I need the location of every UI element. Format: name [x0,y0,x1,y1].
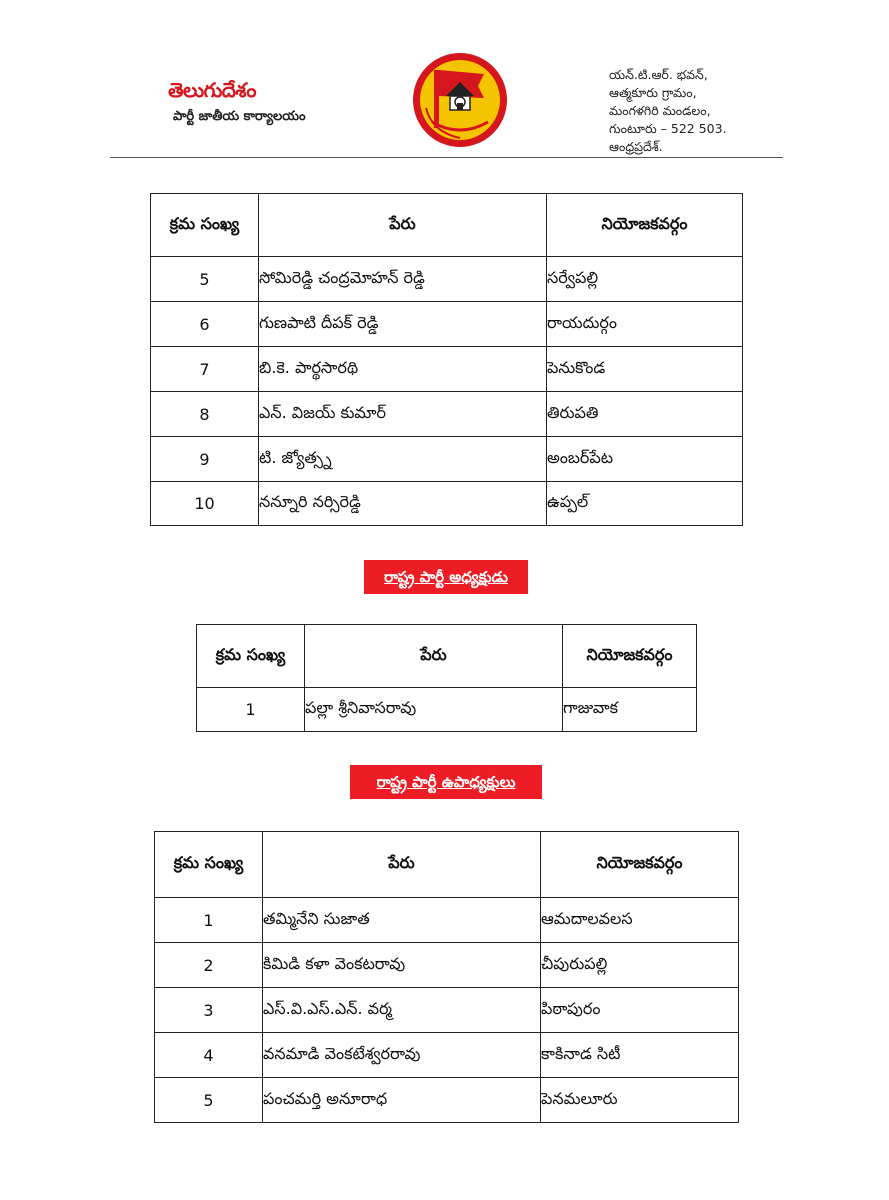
table-row [197,688,697,732]
cell-serial: 7 [151,347,259,392]
table-row [151,257,743,302]
cell-serial: 3 [155,988,263,1033]
table-row [151,392,743,437]
table-row [151,302,743,347]
table-row [155,1078,739,1123]
cell-constituency: గాజువాక [563,688,697,732]
cell-name: పంచమర్తి అనూరాధ [263,1078,541,1123]
table-row [155,943,739,988]
address-line: మంగళగిరి మండలం, [609,103,711,118]
header-serial: క్రమ సంఖ్య [197,625,305,688]
brand-title: తెలుగుదేశం [168,78,256,102]
header-name: పేరు [305,625,563,688]
cell-constituency: రాయదుర్గం [547,302,743,347]
cell-constituency: చీపురుపల్లి [541,943,739,988]
header-constituency: నియోజకవర్గం [563,625,697,688]
cell-name: పల్లా శ్రీనివాసరావు [305,688,563,732]
table-header-row [151,194,743,257]
banner-text: రాష్ట్ర పార్టీ ఉపాధ్యక్షులు [376,773,516,791]
cell-name: వనమాడి వెంకటేశ్వరరావు [263,1033,541,1078]
office-address [609,66,727,156]
header-divider [110,157,783,158]
cell-name: ఎన్. విజయ్ కుమార్ [259,392,547,437]
header-constituency: నియోజకవర్గం [547,194,743,257]
letterhead [0,0,889,160]
header-constituency: నియోజకవర్గం [541,832,739,898]
table-row [155,898,739,943]
members-table-1 [150,193,743,526]
cell-name: నన్నూరి నర్సిరెడ్డి [259,482,547,526]
cell-constituency: పిఠాపురం [541,988,739,1033]
cell-constituency: పెనుకొండ [547,347,743,392]
cell-serial: 9 [151,437,259,482]
cell-serial: 1 [197,688,305,732]
table-row [155,988,739,1033]
table-header-row [197,625,697,688]
header-name: పేరు [263,832,541,898]
members-table-2 [196,624,697,732]
table-row [155,1033,739,1078]
cell-serial: 2 [155,943,263,988]
banner-text: రాష్ట్ర పార్టీ అధ్యక్షుడు [384,568,508,586]
cell-serial: 10 [151,482,259,526]
brand-subtitle: పార్టీ జాతీయ కార్యాలయం [173,109,306,124]
cell-serial: 4 [155,1033,263,1078]
cell-constituency: పెనమలూరు [541,1078,739,1123]
table-row [151,437,743,482]
cell-name: గుణపాటి దీపక్ రెడ్డి [259,302,547,347]
section-banner-president [364,560,528,594]
cell-constituency: తిరుపతి [547,392,743,437]
cell-serial: 5 [155,1078,263,1123]
tdp-party-logo-icon [412,52,508,148]
address-line: గుంటూరు – 522 503. [609,121,727,136]
cell-name: కిమిడి కళా వెంకటరావు [263,943,541,988]
header-name: పేరు [259,194,547,257]
table-row [151,482,743,526]
cell-serial: 5 [151,257,259,302]
cell-name: ఎస్.వి.ఎస్.ఎన్. వర్మ [263,988,541,1033]
cell-name: బి.కె. పార్థసారథి [259,347,547,392]
cell-name: టి. జ్యోత్స్న [259,437,547,482]
table-header-row [155,832,739,898]
cell-serial: 8 [151,392,259,437]
cell-constituency: ఉప్పల్ [547,482,743,526]
cell-serial: 1 [155,898,263,943]
address-line: ఆత్మకూరు గ్రామం, [609,85,697,100]
address-line: ఆంధ్రప్రదేశ్. [609,139,663,154]
members-table-3 [154,831,739,1123]
address-line: యన్.టి.ఆర్. భవన్, [609,67,708,82]
cell-constituency: కాకినాడ సిటీ [541,1033,739,1078]
cell-serial: 6 [151,302,259,347]
cell-constituency: ఆమదాలవలస [541,898,739,943]
header-serial: క్రమ సంఖ్య [155,832,263,898]
table-row [151,347,743,392]
cell-constituency: సర్వేపల్లి [547,257,743,302]
cell-name: తమ్మినేని సుజాత [263,898,541,943]
header-serial: క్రమ సంఖ్య [151,194,259,257]
section-banner-vice-presidents [350,765,542,799]
cell-constituency: అంబర్‌పేట [547,437,743,482]
cell-name: సోమిరెడ్డి చంద్రమోహన్ రెడ్డి [259,257,547,302]
